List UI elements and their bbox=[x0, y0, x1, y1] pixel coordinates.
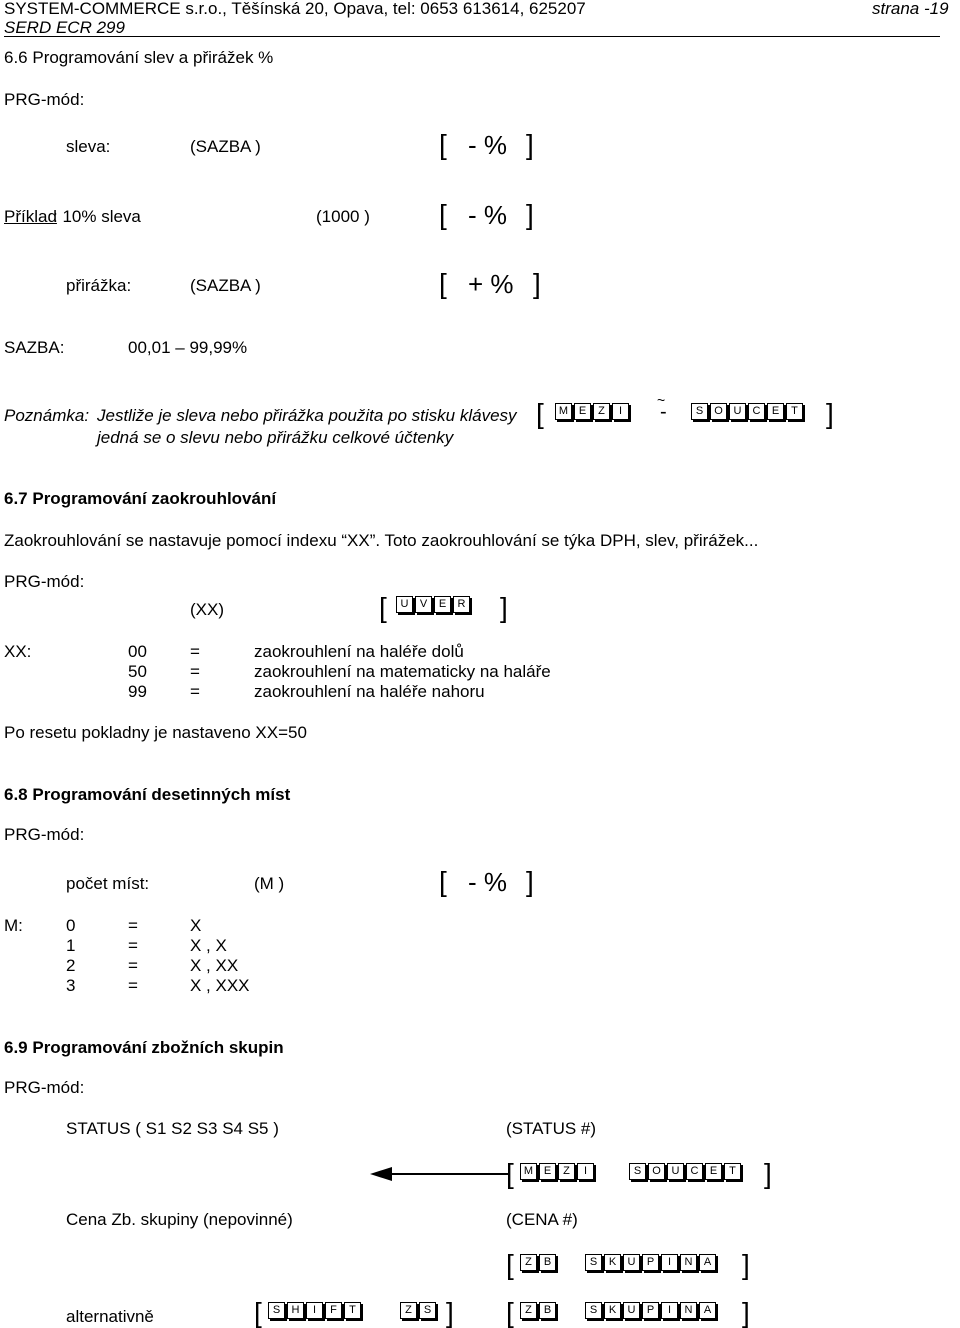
bracket-open: [ bbox=[506, 1249, 514, 1280]
bracket-open: [ bbox=[254, 1297, 262, 1328]
keycap: B bbox=[539, 1254, 556, 1271]
bracket-open: [ bbox=[506, 1158, 514, 1189]
key-group-zb bbox=[520, 1254, 556, 1271]
bracket-close: ] bbox=[764, 1158, 772, 1189]
sleva-label: sleva: bbox=[66, 137, 111, 156]
m-format: X bbox=[190, 916, 202, 935]
rounding-arg: (XX) bbox=[190, 600, 224, 619]
m-eq: = bbox=[128, 916, 138, 935]
section-6-7-title: 6.7 Programování zaokrouhlování bbox=[4, 489, 277, 508]
keycap: C bbox=[686, 1163, 703, 1180]
bracket-close: ] bbox=[500, 592, 508, 623]
key-group-mezi bbox=[555, 403, 629, 420]
keycap: P bbox=[642, 1254, 659, 1271]
priklad-text: : 10% sleva bbox=[53, 207, 141, 226]
keycap: Z bbox=[558, 1163, 575, 1180]
section-6-6-title: 6.6 Programování slev a přirážek % bbox=[4, 48, 274, 67]
keycap: F bbox=[325, 1302, 342, 1319]
xx-label: XX: bbox=[4, 642, 32, 661]
keycap: S bbox=[585, 1254, 602, 1271]
key-group-zs bbox=[400, 1302, 436, 1319]
keycap: E bbox=[705, 1163, 722, 1180]
rounding-code: 50 bbox=[128, 662, 147, 681]
cena-arg: (CENA #) bbox=[506, 1210, 578, 1229]
m-format: X , XX bbox=[190, 956, 239, 975]
sazba-label: SAZBA: bbox=[4, 338, 65, 357]
key-group-shift bbox=[268, 1302, 361, 1319]
keycap: M bbox=[520, 1163, 537, 1180]
keycap: O bbox=[648, 1163, 665, 1180]
prg-mode-label: PRG-mód: bbox=[4, 572, 85, 591]
m-label: M: bbox=[4, 916, 23, 935]
keycap: Z bbox=[593, 403, 610, 420]
rounding-intro: Zaokrouhlování se nastavuje pomocí indexu “XX”. Toto zaokrouhlování se týka DPH, slev, přirážek... bbox=[4, 531, 759, 550]
arrow-left-icon bbox=[370, 1164, 510, 1184]
bracket-close: ] bbox=[446, 1297, 454, 1328]
bracket-close: ] bbox=[742, 1297, 750, 1328]
alt-label: alternativně bbox=[66, 1307, 154, 1326]
page-number: strana -19 bbox=[872, 0, 949, 18]
reset-note: Po resetu pokladny je nastaveno XX=50 bbox=[4, 723, 307, 742]
prirazka-label: přirážka: bbox=[66, 276, 132, 295]
section-6-8-title: 6.8 Programování desetinných míst bbox=[4, 785, 291, 804]
m-eq: = bbox=[128, 936, 138, 955]
bracket-open: [ bbox=[439, 129, 447, 160]
key-group-skupina bbox=[585, 1254, 716, 1271]
header-rule bbox=[4, 36, 940, 37]
keycap: O bbox=[710, 403, 727, 420]
bracket-open: [ bbox=[379, 592, 387, 623]
keycap: U bbox=[396, 596, 413, 613]
m-code: 2 bbox=[66, 956, 76, 975]
keycap: N bbox=[680, 1254, 697, 1271]
cena-label: Cena Zb. skupiny (nepovinné) bbox=[66, 1210, 293, 1229]
rounding-eq: = bbox=[190, 642, 200, 661]
rounding-desc: zaokrouhlení na haléře nahoru bbox=[254, 682, 485, 701]
keycap: T bbox=[344, 1302, 361, 1319]
m-code: 0 bbox=[66, 916, 76, 935]
key-group-soucet bbox=[691, 403, 803, 420]
keycap: I bbox=[661, 1302, 678, 1319]
rounding-eq: = bbox=[190, 682, 200, 701]
keycap: R bbox=[453, 596, 470, 613]
keycap: I bbox=[612, 403, 629, 420]
keycap: E bbox=[434, 596, 451, 613]
bracket-close: ] bbox=[526, 866, 534, 897]
keycap: S bbox=[629, 1163, 646, 1180]
keycap: Z bbox=[400, 1302, 417, 1319]
keycap: H bbox=[287, 1302, 304, 1319]
keycap: U bbox=[667, 1163, 684, 1180]
keycap: N bbox=[680, 1302, 697, 1319]
rounding-code: 99 bbox=[128, 682, 147, 701]
keycap: C bbox=[748, 403, 765, 420]
key-group-skupina bbox=[585, 1302, 716, 1319]
m-eq: = bbox=[128, 956, 138, 975]
keycap: S bbox=[691, 403, 708, 420]
bracket-open: [ bbox=[439, 268, 447, 299]
priklad-label: Příklad bbox=[4, 207, 57, 226]
sleva-arg: (SAZBA ) bbox=[190, 137, 261, 156]
note-line-2: jedná se o slevu nebo přirážku celkové účtenky bbox=[97, 428, 454, 447]
key-group-soucet bbox=[629, 1163, 741, 1180]
sazba-range: 00,01 – 99,99% bbox=[128, 338, 248, 357]
prirazka-arg: (SAZBA ) bbox=[190, 276, 261, 295]
status-label: STATUS ( S1 S2 S3 S4 S5 ) bbox=[66, 1119, 279, 1138]
m-format: X , X bbox=[190, 936, 227, 955]
rounding-eq: = bbox=[190, 662, 200, 681]
decimals-key: - % bbox=[468, 867, 507, 897]
keycap: T bbox=[786, 403, 803, 420]
keycap: Z bbox=[520, 1254, 537, 1271]
decimals-label: počet míst: bbox=[66, 874, 150, 893]
prg-mode-label: PRG-mód: bbox=[4, 825, 85, 844]
keycap: A bbox=[699, 1254, 716, 1271]
keycap: T bbox=[724, 1163, 741, 1180]
keycap: S bbox=[268, 1302, 285, 1319]
bracket-open: [ bbox=[439, 866, 447, 897]
tilde-mark: ~ bbox=[657, 392, 666, 408]
keycap: S bbox=[585, 1302, 602, 1319]
bracket-close: ] bbox=[526, 199, 534, 230]
key-group-zb bbox=[520, 1302, 556, 1319]
decimals-arg: (M ) bbox=[254, 874, 285, 893]
prirazka-key: + % bbox=[468, 269, 514, 299]
key-group-uver bbox=[396, 596, 470, 613]
keycap: V bbox=[415, 596, 432, 613]
keycap: S bbox=[419, 1302, 436, 1319]
keycap: E bbox=[539, 1163, 556, 1180]
header-company: SYSTEM-COMMERCE s.r.o., Těšínská 20, Opava, tel: 0653 613614, 625207 bbox=[4, 0, 586, 18]
section-6-9-title: 6.9 Programování zbožních skupin bbox=[4, 1038, 284, 1057]
m-code: 1 bbox=[66, 936, 76, 955]
bracket-close: ] bbox=[526, 129, 534, 160]
bracket-close: ] bbox=[742, 1249, 750, 1280]
priklad-key: - % bbox=[468, 200, 507, 230]
note-label: Poznámka: bbox=[4, 406, 90, 425]
m-code: 3 bbox=[66, 976, 76, 995]
keycap: M bbox=[555, 403, 572, 420]
bracket-open: [ bbox=[506, 1297, 514, 1328]
keycap: U bbox=[623, 1302, 640, 1319]
keycap: E bbox=[574, 403, 591, 420]
bracket-open: [ bbox=[439, 199, 447, 230]
keycap: K bbox=[604, 1254, 621, 1271]
keycap: A bbox=[699, 1302, 716, 1319]
header-model: SERD ECR 299 bbox=[4, 18, 125, 37]
priklad-arg: (1000 ) bbox=[316, 207, 370, 226]
key-group-mezi bbox=[520, 1163, 594, 1180]
bracket-close: ] bbox=[826, 398, 834, 429]
keycap: P bbox=[642, 1302, 659, 1319]
m-format: X , XXX bbox=[190, 976, 250, 995]
keycap: K bbox=[604, 1302, 621, 1319]
keycap: I bbox=[577, 1163, 594, 1180]
key-separator: - bbox=[660, 401, 667, 423]
sleva-key: - % bbox=[468, 130, 507, 160]
bracket-close: ] bbox=[533, 268, 541, 299]
keycap: I bbox=[306, 1302, 323, 1319]
prg-mode-label: PRG-mód: bbox=[4, 1078, 85, 1097]
keycap: I bbox=[661, 1254, 678, 1271]
rounding-desc: zaokrouhlení na haléře dolů bbox=[254, 642, 464, 661]
keycap: B bbox=[539, 1302, 556, 1319]
bracket-open: [ bbox=[536, 398, 544, 429]
rounding-code: 00 bbox=[128, 642, 147, 661]
prg-mode-label: PRG-mód: bbox=[4, 90, 85, 109]
status-arg: (STATUS #) bbox=[506, 1119, 597, 1138]
keycap: U bbox=[623, 1254, 640, 1271]
m-eq: = bbox=[128, 976, 138, 995]
note-line-1: Jestliže je sleva nebo přirážka použita po stisku klávesy bbox=[97, 406, 517, 425]
keycap: Z bbox=[520, 1302, 537, 1319]
keycap: E bbox=[767, 403, 784, 420]
keycap: U bbox=[729, 403, 746, 420]
rounding-desc: zaokrouhlení na matematicky na haláře bbox=[254, 662, 551, 681]
